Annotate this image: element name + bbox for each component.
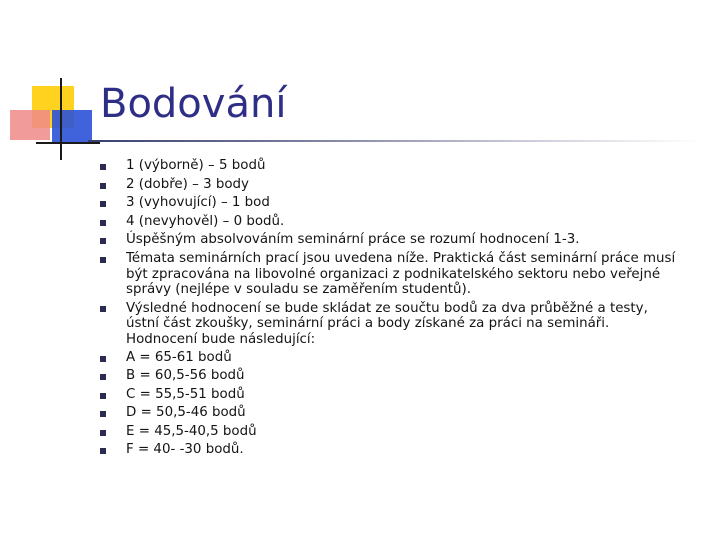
decorative-blue-square bbox=[52, 110, 92, 142]
bullet-text: A = 65-61 bodů bbox=[126, 349, 232, 365]
bullet-text: F = 40- -30 bodů. bbox=[126, 442, 244, 457]
bullet-item bbox=[100, 367, 680, 386]
bullet-item bbox=[100, 441, 680, 460]
bullet-item bbox=[100, 349, 680, 368]
bullet-item bbox=[100, 299, 680, 349]
decorative-horizontal-line bbox=[36, 142, 100, 144]
decorative-red-square bbox=[10, 110, 50, 140]
bullet-text: B = 60,5-56 bodů bbox=[126, 368, 245, 383]
bullet-item bbox=[100, 250, 680, 300]
title-underline bbox=[88, 140, 700, 142]
bullet-item bbox=[100, 386, 680, 405]
bullet-list bbox=[100, 157, 680, 460]
bullet-item bbox=[100, 213, 680, 232]
bullet-text: D = 50,5-46 bodů bbox=[126, 405, 246, 420]
bullet-text: 4 (nevyhověl) – 0 bodů. bbox=[126, 213, 285, 229]
bullet-text: C = 55,5-51 bodů bbox=[126, 386, 245, 402]
bullet-text: 2 (dobře) – 3 body bbox=[126, 176, 249, 192]
bullet-text: E = 45,5-40,5 bodů bbox=[126, 423, 257, 439]
bullet-text: Úspěšným absolvováním seminární práce se rozumí hodnocení 1-3. bbox=[126, 232, 580, 247]
decorative-vertical-line bbox=[60, 78, 62, 160]
bullet-item bbox=[100, 194, 680, 213]
bullet-item bbox=[100, 423, 680, 442]
bullet-item bbox=[100, 157, 680, 176]
bullet-item bbox=[100, 176, 680, 195]
bullet-item bbox=[100, 231, 680, 250]
bullet-item bbox=[100, 404, 680, 423]
bullet-text: 3 (vyhovující) – 1 bod bbox=[126, 195, 270, 210]
bullet-text: Témata seminárních prací jsou uvedena níže. Praktická část seminární práce musí být zpracována na libovolné organizaci z podnikatelského sektoru nebo veřejné správy (nejlépe v souladu se zaměřením studentů). bbox=[126, 251, 676, 297]
bullet-text: Výsledné hodnocení se bude skládat ze součtu bodů za dva průběžné a testy, ústní část zkoušky, seminární práci a body získané za práci na semináři. Hodnocení bude následující: bbox=[126, 300, 648, 347]
bullet-text: 1 (výborně) – 5 bodů bbox=[126, 158, 266, 173]
slide-title: Bodování bbox=[100, 81, 287, 127]
